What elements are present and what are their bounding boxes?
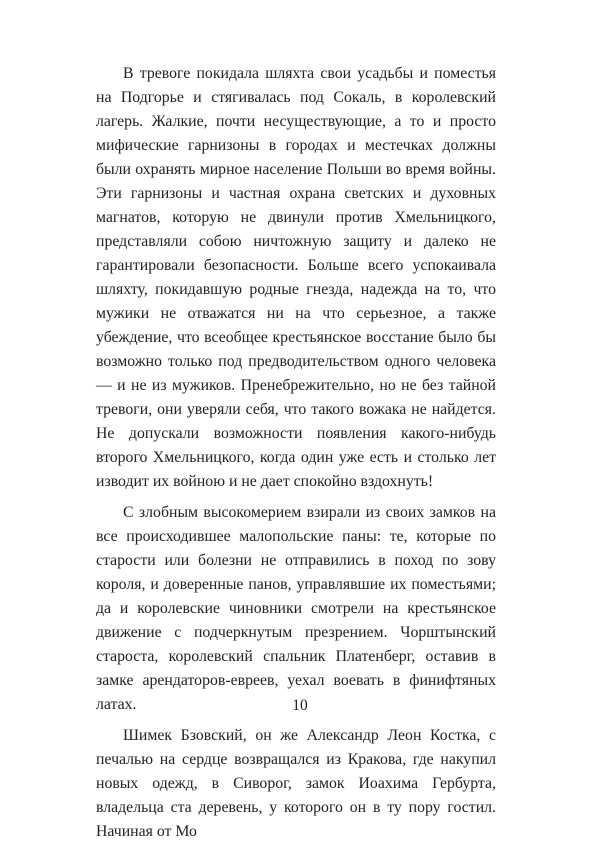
body-text: [96, 62, 496, 844]
paragraph: В тревоге покидала шляхта свои усадьбы и поместья на Подгорье и стягивалась под Сокаль, в королевский лагерь. Жалкие, почти несуществующие, а то и просто мифические гарнизоны в городах и местечках должны были охранять мирное население Польши во время войны. Эти гарнизоны и частная охрана светских и духовных магнатов, которую не двинули против Хмельницкого, представляли собою ничтожную защиту и далеко не гарантировали безопасности. Больше всего успокаивала шляхту, покидавшую родные гнезда, надежда на то, что мужики не отважатся ни на что серьезное, а также убеждение, что всеобщее крестьянское восстание было бы возможно только под предводительством одного человека — и не из мужиков. Пренебрежительно, но не без тайной тревоги, они уверяли себя, что такого вожака не найдется. Не допускали возможности появления какого-нибудь второго Хмельницкого, когда один уже есть и столько лет изводит их войною и не дает спокойно вздохнуть!: [96, 65, 496, 490]
page-number: 10: [292, 697, 308, 714]
paragraph: С злобным высокомерием взирали из своих замков на все происходившее малопольские паны: те, которые по старости или болезни не отправились в поход по зову короля, и доверенные панов, управлявшие их поместьями; да и королевские чиновники смотрели на крестьянское движение с подчеркнутым презрением. Чорштынский староста, королевский спальник Платенберг, оставив в замке арендаторов-евреев, уехал воевать в финифтяных латах.: [96, 504, 496, 713]
paragraph: Шимек Бзовский, он же Александр Леон Костка, с печалью на сердце возвращался из Кракова, где накупил новых одежд, в Сиворог, замок Иоахима Гербурта, владельца ста деревень, у которого он в ту пору гостил. Начиная от Мо: [96, 727, 496, 840]
